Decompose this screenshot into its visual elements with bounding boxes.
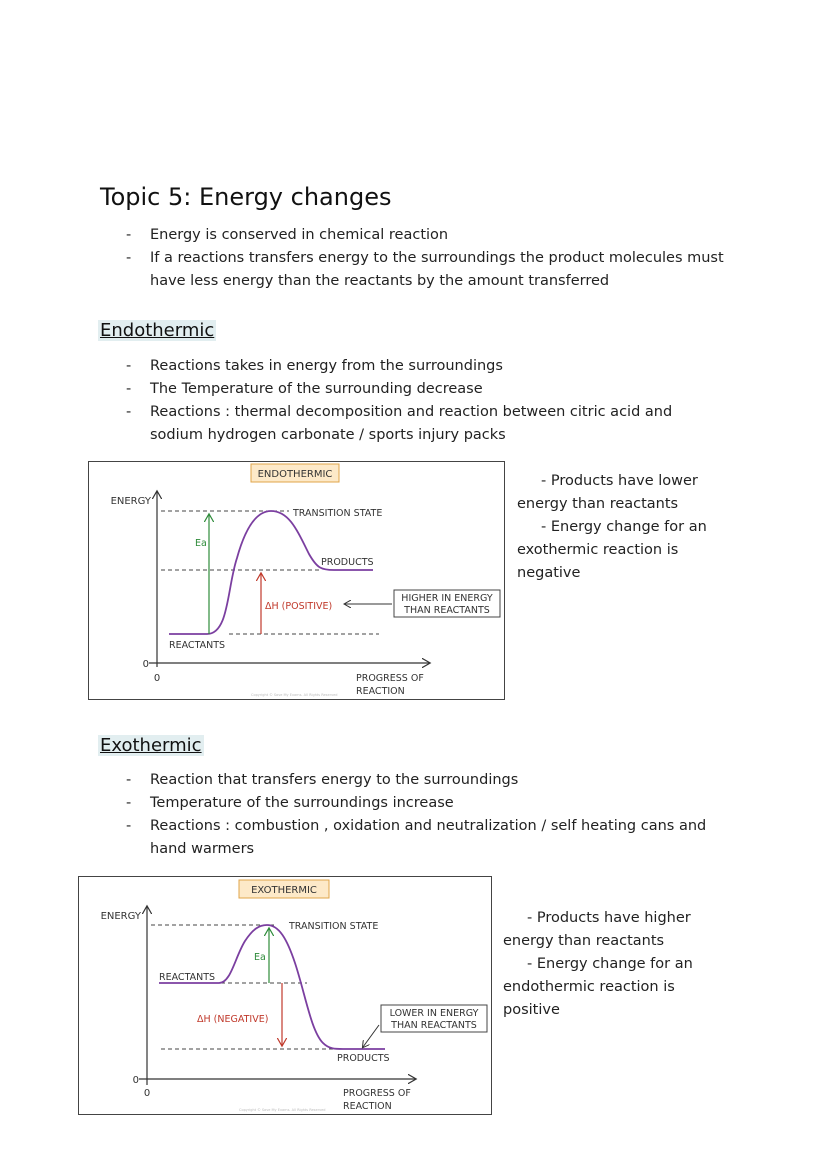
endothermic-energy-profile: [89, 462, 504, 699]
list-item: - Energy is conserved in chemical reaction: [126, 224, 766, 247]
list-item: - Reactions takes in energy from the surroundings: [126, 355, 766, 378]
list-item: - Reactions : combustion , oxidation and neutralization / self heating cans and: [126, 815, 766, 838]
callout-line-2: THAN REACTANTS: [391, 1020, 477, 1031]
side-note-line: exothermic reaction is: [517, 542, 679, 558]
side-note-line: - Energy change for an: [527, 956, 693, 972]
reactants-label: REACTANTS: [159, 972, 216, 983]
list-item: have less energy than the reactants by the amount transferred: [150, 273, 610, 289]
side-note-line: - Energy change for an: [541, 519, 707, 535]
list-item: sodium hydrogen carbonate / sports injury packs: [150, 427, 506, 443]
list-item: - If a reactions transfers energy to the surroundings the product molecules must: [126, 247, 766, 270]
list-item: - Temperature of the surroundings increase: [126, 792, 766, 815]
list-item: - Reactions : thermal decomposition and reaction between citric acid and: [126, 401, 766, 424]
side-note-line: energy than reactants: [503, 933, 665, 949]
reaction-curve: [169, 511, 373, 634]
origin-y-label: 0: [142, 659, 149, 670]
callout-line-1: LOWER IN ENERGY: [389, 1008, 479, 1019]
side-note-line: negative: [517, 565, 581, 581]
y-axis-label: ENERGY: [110, 496, 151, 507]
delta-h-label: ΔH (POSITIVE): [265, 601, 333, 612]
endothermic-diagram: [88, 461, 505, 700]
reactants-label: REACTANTS: [169, 640, 226, 651]
endothermic-heading: Endothermic: [100, 320, 215, 341]
x-axis-label-2: REACTION: [343, 1101, 392, 1112]
origin-y-label: 0: [132, 1075, 139, 1086]
origin-x-label: 0: [143, 1088, 151, 1099]
side-note-line: endothermic reaction is: [503, 979, 675, 995]
page-title: Topic 5: Energy changes: [100, 183, 392, 211]
origin-x-label: 0: [153, 673, 161, 684]
endothermic-bullet-list: [126, 355, 766, 447]
callout-pointer: [363, 1025, 379, 1047]
exothermic-energy-profile: [79, 877, 491, 1114]
products-label: PRODUCTS: [337, 1053, 390, 1064]
callout-line-2: THAN REACTANTS: [404, 605, 490, 616]
ea-label: Ea: [254, 952, 266, 963]
x-axis-label-2: REACTION: [356, 686, 405, 697]
callout-line-1: HIGHER IN ENERGY: [401, 593, 493, 604]
exothermic-side-notes: [503, 907, 743, 1022]
side-note-line: positive: [503, 1002, 560, 1018]
transition-state-label: TRANSITION STATE: [289, 921, 379, 932]
x-axis-label-1: PROGRESS OF: [356, 673, 424, 684]
side-note-line: energy than reactants: [517, 496, 679, 512]
y-axis-label: ENERGY: [100, 911, 141, 922]
reaction-curve: [159, 925, 385, 1049]
endothermic-side-notes: [517, 470, 747, 585]
diagram-title: ENDOTHERMIC: [257, 469, 333, 480]
x-axis-label-1: PROGRESS OF: [343, 1088, 411, 1099]
list-item: hand warmers: [150, 841, 255, 857]
ea-label: Ea: [195, 538, 207, 549]
diagram-title: EXOTHERMIC: [251, 885, 317, 896]
exothermic-bullet-list: [126, 769, 766, 861]
transition-state-label: TRANSITION STATE: [293, 508, 383, 519]
delta-h-label: ΔH (NEGATIVE): [197, 1014, 269, 1025]
side-note-line: - Products have higher: [527, 910, 691, 926]
products-label: PRODUCTS: [321, 557, 374, 568]
copyright-text: Copyright © Save My Exams. All Rights Reserved: [251, 693, 338, 697]
list-item: - Reaction that transfers energy to the surroundings: [126, 769, 766, 792]
exothermic-diagram: [78, 876, 492, 1115]
side-note-line: - Products have lower: [541, 473, 698, 489]
list-item: - The Temperature of the surrounding decrease: [126, 378, 766, 401]
exothermic-heading: Exothermic: [100, 735, 202, 756]
copyright-text: Copyright © Save My Exams. All Rights Reserved: [239, 1108, 326, 1112]
intro-bullet-list: [126, 224, 766, 293]
